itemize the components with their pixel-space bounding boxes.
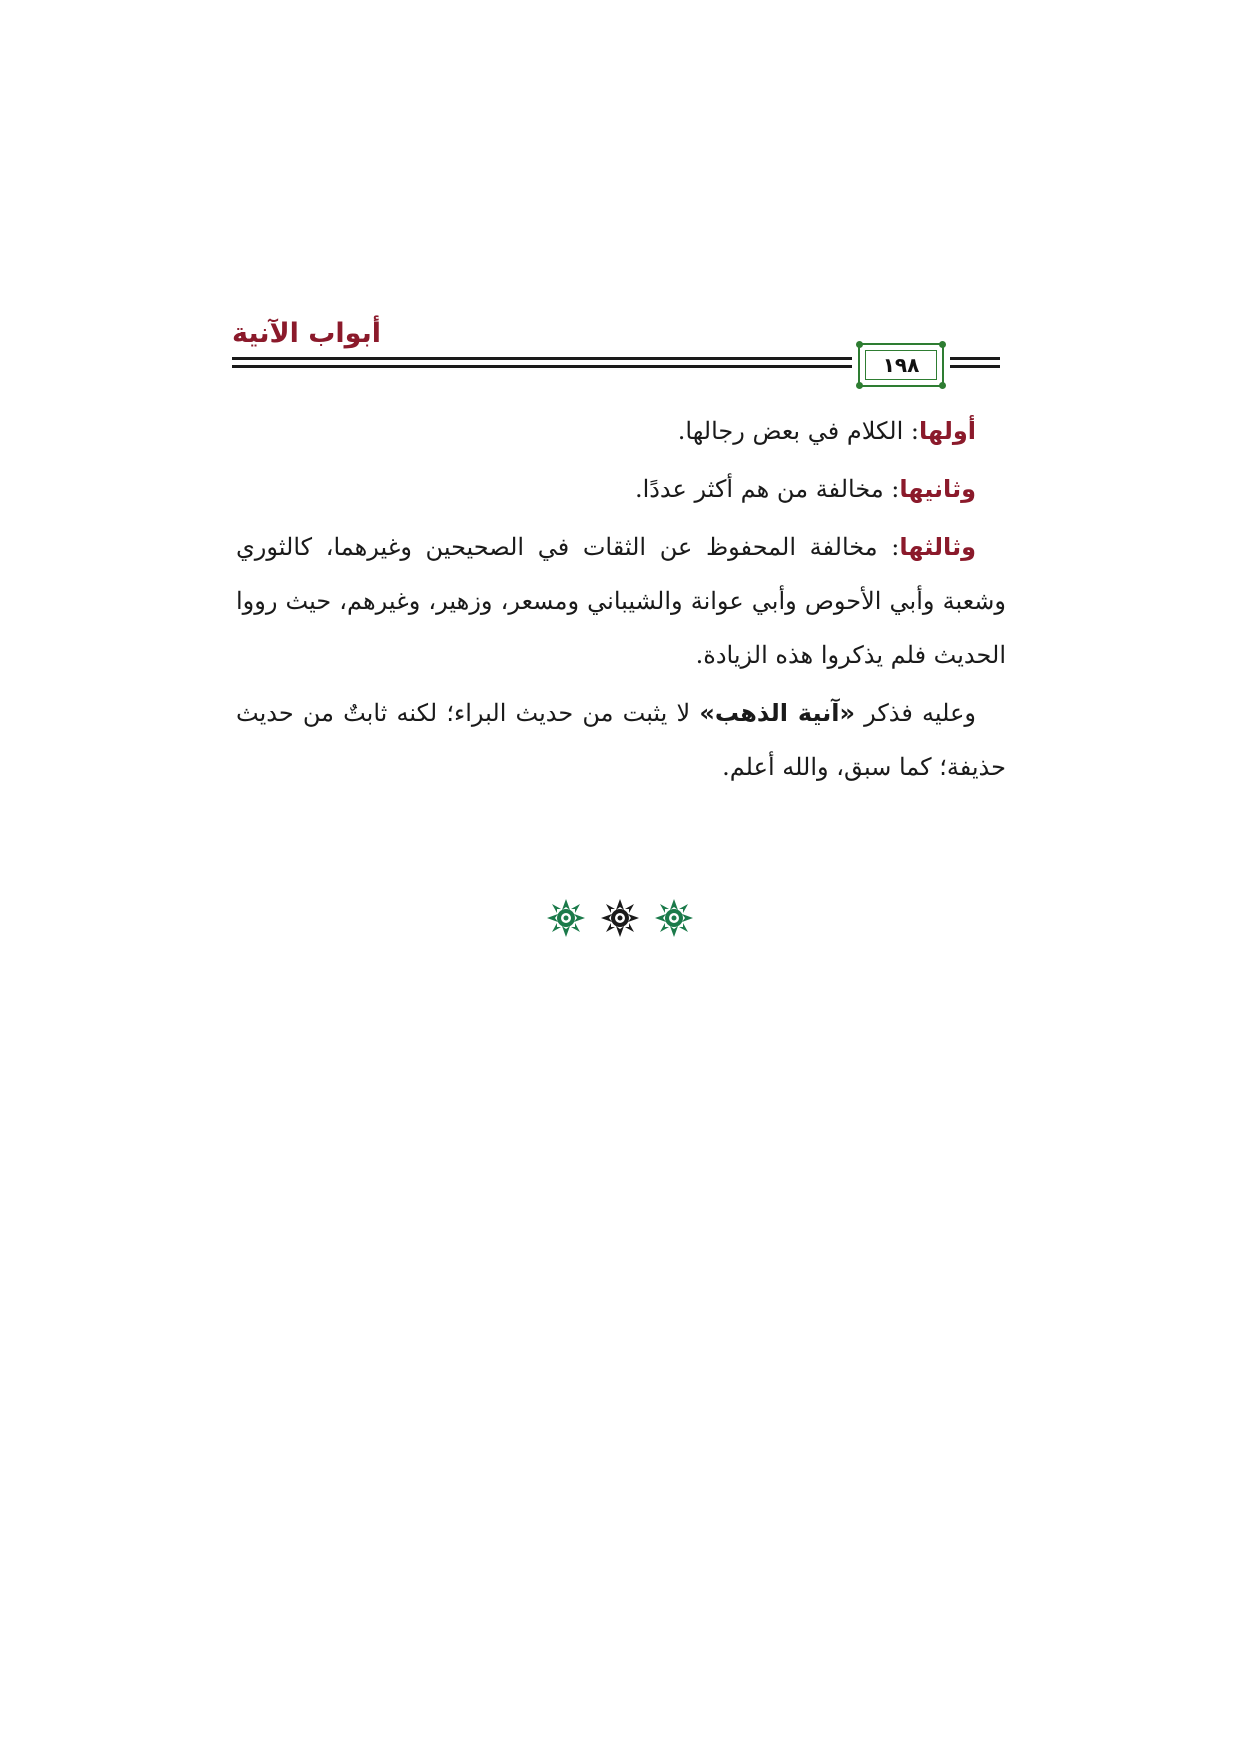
running-header-title: أبواب الآنية <box>232 318 382 349</box>
frame-corner-ornament <box>939 382 946 389</box>
paragraph-lead: أولها <box>918 417 976 445</box>
paragraph-lead: وثالثها <box>899 533 976 561</box>
page-number: ١٩٨ <box>865 350 937 380</box>
header-rule-right-bottom <box>950 365 1000 368</box>
frame-corner-ornament <box>856 341 863 348</box>
section-end-ornaments <box>0 898 1240 938</box>
flower-ornament-icon <box>546 898 586 938</box>
lead-separator: : <box>903 417 919 445</box>
header-rule-right-top <box>950 357 1000 360</box>
flower-ornament-icon <box>600 898 640 938</box>
body-text <box>236 404 1006 798</box>
closing-text-after: لا يثبت من حديث البراء؛ لكنه ثابتٌ من حديث حذيفة؛ كما سبق، والله أعلم. <box>236 699 1006 781</box>
page-number-frame <box>858 343 944 387</box>
header-rule-top <box>232 357 852 360</box>
frame-corner-ornament <box>856 382 863 389</box>
paragraph-third <box>236 520 1006 682</box>
paragraph-text: مخالفة من هم أكثر عددًا. <box>634 475 884 503</box>
closing-text-before: وعليه فذكر <box>854 699 976 727</box>
paragraph-second <box>236 462 1006 516</box>
paragraph-closing <box>236 686 1006 794</box>
paragraph-lead: وثانيها <box>899 475 976 503</box>
bold-term: «آنية الذهب» <box>699 699 855 727</box>
frame-corner-ornament <box>939 341 946 348</box>
paragraph-text: الكلام في بعض رجالها. <box>677 417 904 445</box>
paragraph-text: مخالفة المحفوظ عن الثقات في الصحيحين وغيرهما، كالثوري وشعبة وأبي الأحوص وأبي عوانة والشيباني ومسعر، وزهير، وغيرهم، حيث رووا الحديث فلم يذكروا هذه الزيادة. <box>236 533 1006 669</box>
flower-ornament-icon <box>654 898 694 938</box>
header-rule-bottom <box>232 365 852 368</box>
paragraph-first <box>236 404 1006 458</box>
lead-separator: : <box>883 475 900 503</box>
lead-separator: : <box>877 533 900 561</box>
